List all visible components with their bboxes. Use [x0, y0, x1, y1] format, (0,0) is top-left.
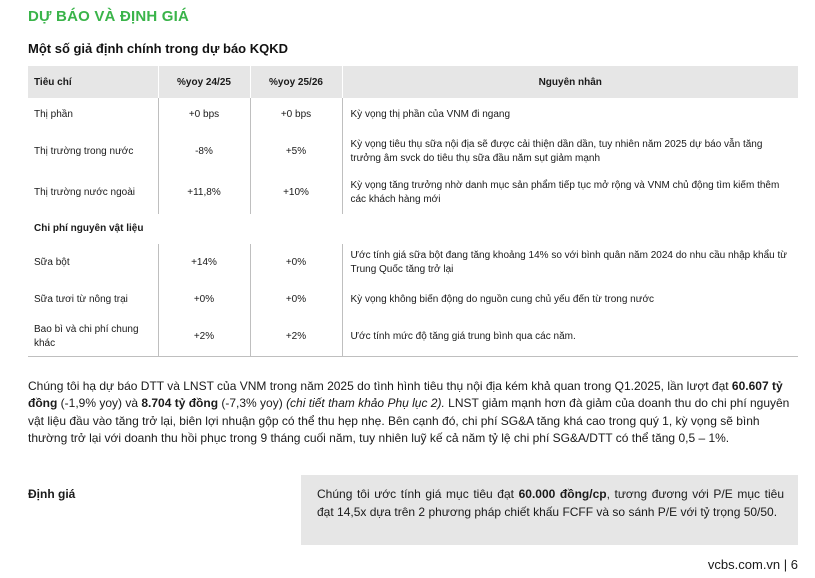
- cell-criterion: Sữa tươi từ nông trại: [34, 294, 128, 305]
- valuation-label: Định giá: [28, 487, 76, 501]
- cell-reason: Ước tính mức độ tăng giá trung bình qua các năm.: [342, 318, 798, 356]
- paragraph-text: (-1,9% yoy) và: [57, 396, 142, 411]
- table-row: [28, 132, 798, 172]
- cell-yoy-25-26: +5%: [250, 132, 342, 172]
- cell-yoy-24-25: -8%: [158, 132, 250, 172]
- cell-reason: Kỳ vọng tăng trưởng nhờ danh mục sản phẩm tiếp tục mở rộng và VNM chủ động tìm kiếm thêm các khách hàng mới: [342, 172, 798, 214]
- header-yoy-24-25: %yoy 24/25: [158, 66, 250, 98]
- table-header-row: [28, 66, 798, 98]
- cell-yoy-25-26: +10%: [250, 172, 342, 214]
- cell-yoy-24-25: +0%: [158, 282, 250, 318]
- cell-criterion: Thị trường trong nước: [34, 146, 134, 157]
- section-title: DỰ BÁO VÀ ĐỊNH GIÁ: [28, 8, 190, 25]
- cell-criterion: Thị trường nước ngoài: [34, 187, 135, 198]
- valuation-box: [301, 475, 798, 545]
- paragraph-text: (-7,3% yoy): [218, 396, 287, 411]
- assumptions-table: [28, 66, 798, 357]
- valuation-text: , tương đương với P/E mục tiêu đạt 14,5x dựa trên 2 phương pháp chiết khấu FCFF và so sánh P/E với tỷ trọng 50/50.: [317, 487, 784, 519]
- cell-reason: Ước tính giá sữa bột đang tăng khoảng 14% so với bình quân năm 2024 do nhu cầu nhập khẩu từ Trung Quốc tăng trở lại: [342, 244, 798, 282]
- cell-yoy-25-26: +0%: [250, 244, 342, 282]
- target-price: 60.000 đồng/cp: [518, 487, 607, 501]
- cell-criterion: Bao bì và chi phí chung khác: [28, 318, 158, 356]
- cell-criterion: Thị phần: [34, 109, 73, 120]
- cell-criterion: Sữa bột: [34, 257, 70, 268]
- table-row: [28, 318, 798, 356]
- cell-yoy-24-25: +14%: [158, 244, 250, 282]
- cell-reason: Kỳ vọng không biến động do nguồn cung chủ yếu đến từ trong nước: [342, 282, 798, 318]
- valuation-text: Chúng tôi ước tính giá mục tiêu đạt: [317, 487, 519, 501]
- header-reason: Nguyên nhân: [342, 66, 798, 98]
- cell-reason: Kỳ vọng thị phần của VNM đi ngang: [342, 98, 798, 132]
- header-criterion: Tiêu chí: [34, 76, 72, 88]
- profit-forecast: 8.704 tỷ đồng: [141, 396, 219, 411]
- cell-reason: Kỳ vọng tiêu thụ sữa nội địa sẽ được cải thiện dần dần, tuy nhiên năm 2025 dự báo vẫn tăng trưởng âm svck do tiêu thụ sữa đầu năm sụt giảm mạnh: [342, 132, 798, 172]
- paragraph-text: Chúng tôi hạ dự báo DTT và LNST của VNM trong năm 2025 do tình hình tiêu thụ nội địa kém khả quan trong Q1.2025, lần lượt đạt: [28, 379, 732, 393]
- group-label: Chi phí nguyên vật liệu: [34, 223, 144, 234]
- paragraph-text: LNST giảm mạnh hơn đà giảm của doanh thu do chi phí nguyên vật liệu đầu vào tăng trở lại, biên lợi nhuận gộp có thể thu hẹp nhẹ. Bên cạnh đó, chi phí SG&A tăng khá cao trong quý 1, kỳ vọng sẽ bình thường trở lại với doanh thu hồi phục trong 9 tháng cuối năm, tuy nhiên luỹ kế cả năm tỷ lệ chi phí SG&A/DTT có thể tăng 0,5 – 1%.: [28, 396, 790, 446]
- page-footer: vcbs.com.vn | 6: [707, 557, 798, 572]
- table-title: Một số giả định chính trong dự báo KQKD: [28, 41, 288, 56]
- appendix-reference: (chi tiết tham khảo Phụ lục 2).: [286, 396, 445, 411]
- forecast-paragraph: [28, 378, 796, 448]
- table-row: [28, 98, 798, 132]
- table-row: [28, 172, 798, 214]
- cell-yoy-24-25: +0 bps: [158, 98, 250, 132]
- cell-yoy-25-26: +2%: [250, 318, 342, 356]
- table-row: [28, 282, 798, 318]
- cell-yoy-24-25: +2%: [158, 318, 250, 356]
- cell-yoy-25-26: +0%: [250, 282, 342, 318]
- header-yoy-25-26: %yoy 25/26: [250, 66, 342, 98]
- cell-yoy-25-26: +0 bps: [250, 98, 342, 132]
- revenue-forecast: 60.607 tỷ đồng: [28, 379, 783, 411]
- table-row: [28, 244, 798, 282]
- cell-yoy-24-25: +11,8%: [158, 172, 250, 214]
- table-group-row: [28, 214, 798, 244]
